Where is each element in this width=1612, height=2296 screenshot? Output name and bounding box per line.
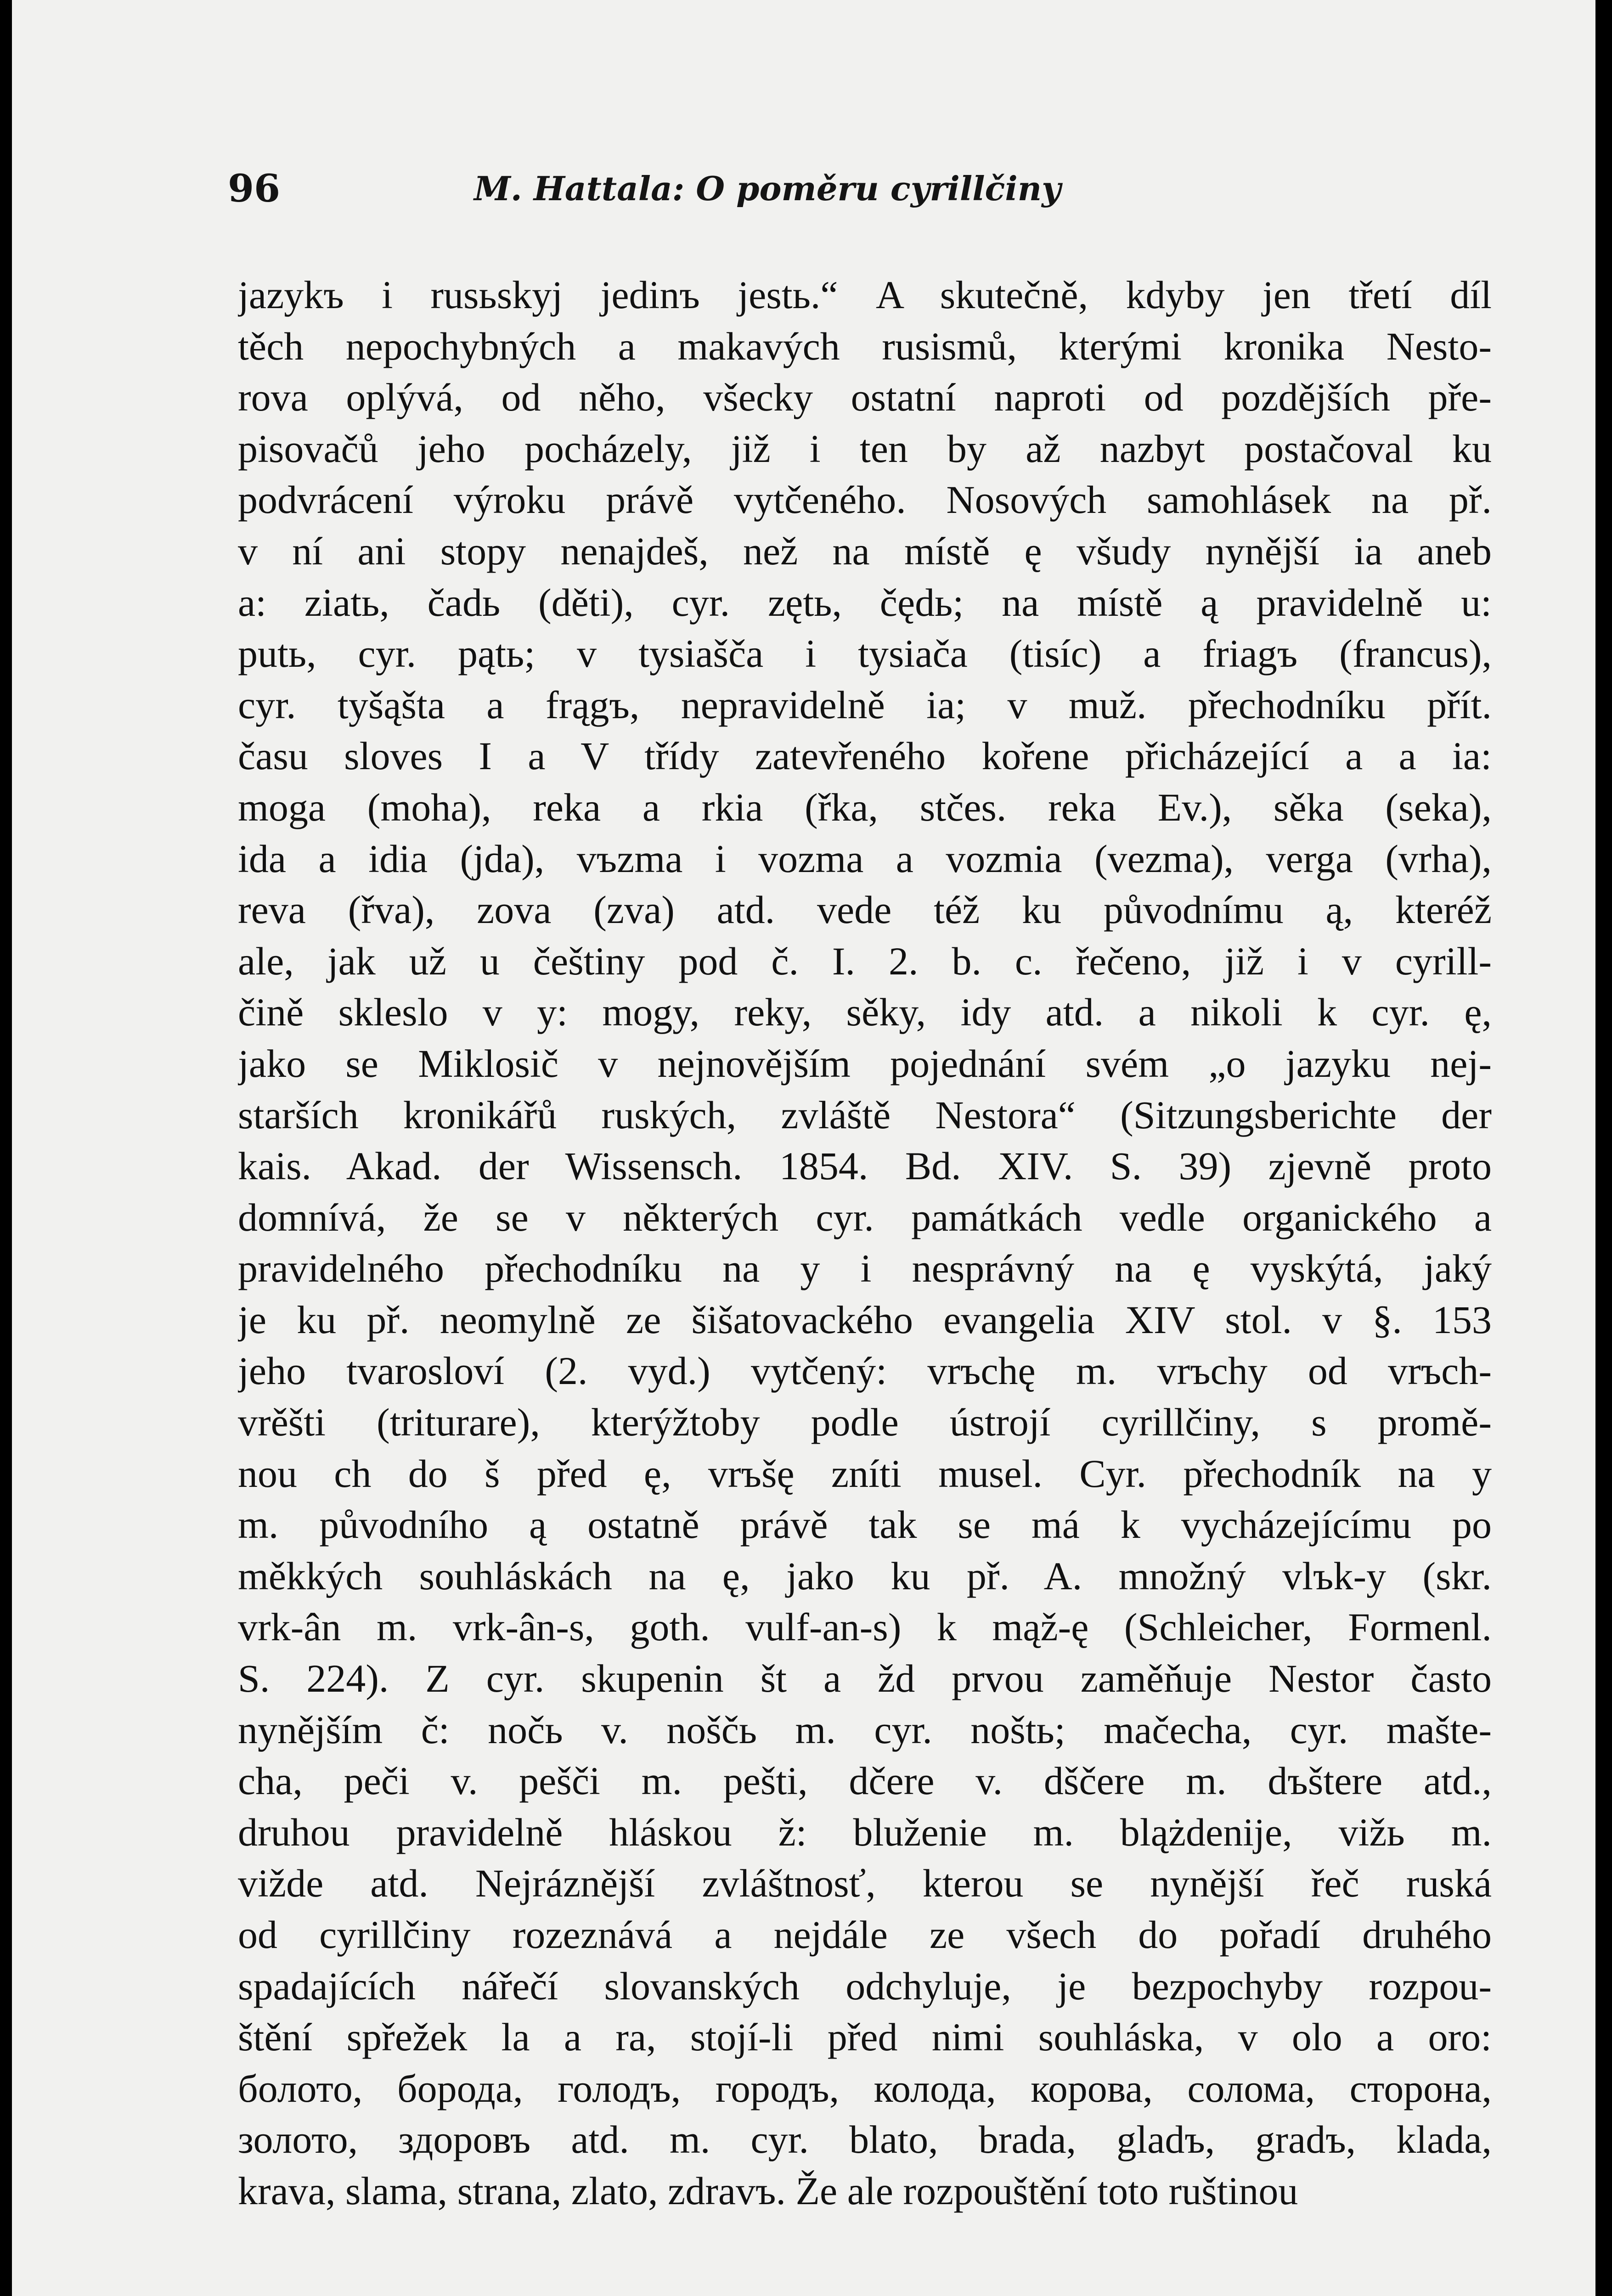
text-line: pisovačů jeho pocházely, již i ten by až nazbyt postačoval ku [238,426,1492,471]
text-line: pravidelného přechodníku na y i nesprávný na ę vyskýtá, jaký [238,1246,1492,1291]
text-line: putь, cyr. pątь; v tysiašča i tysiača (tisíc) a friagъ (francus), [238,631,1492,676]
body-text [238,270,1492,2217]
page-number: 96 [228,167,281,211]
text-line: podvrácení výroku právě vytčeného. Nosových samohlásek na př. [238,478,1492,522]
text-line: jako se Miklosič v nejnovějším pojednání svém „o jazyku nej- [238,1041,1492,1086]
text-line: rova oplývá, od něho, všecky ostatní naproti od pozdějších pře- [238,375,1492,420]
text-line: je ku př. neomylně ze šišatovackého evangelia XIV stol. v §. 153 [238,1297,1492,1342]
text-line: reva (řva), zova (zva) atd. vede též ku původnímu ą, kteréž [238,888,1492,932]
page-header [228,163,1169,214]
text-line: od cyrillčiny rozeznává a nejdále ze všech do pořadí druhého [238,1913,1492,1957]
text-line: moga (moha), reka a rkia (řka, stčes. reka Ev.), sěka (seka), [238,785,1492,829]
text-line: nynějším č: nočь v. noščь m. cyr. noštь; mačecha, cyr. mašte- [238,1707,1492,1752]
text-line: vrěšti (triturare), kterýžtoby podle ústrojí cyrillčiny, s promě- [238,1400,1492,1445]
text-line: m. původního ą ostatně právě tak se má k vycházejícímu po [238,1503,1492,1547]
text-line: nou ch do š před ę, vrъšę zníti musel. Cyr. přechodník na y [238,1451,1492,1496]
text-line: cha, peči v. pešči m. pešti, dčere v. dščere m. dъštere atd., [238,1759,1492,1803]
text-line: měkkých souhláskách na ę, jako ku př. A. množný vlъk-y (skr. [238,1553,1492,1598]
text-line: золото, здоровъ atd. m. cyr. blato, brada, gladъ, gradъ, klada, [238,2117,1492,2162]
text-line: v ní ani stopy nenajdeš, než na místě ę všudy nynější ia aneb [238,529,1492,573]
text-line: druhou pravidelně hláskou ž: bluženie m. blążdenije, vižь m. [238,1810,1492,1854]
text-line: jeho tvarosloví (2. vyd.) vytčený: vrъchę m. vrъchy od vrъch- [238,1349,1492,1393]
book-page [12,0,1595,2296]
text-line: jazykъ i rusьskyj jedinъ jestь.“ A skutečně, kdyby jen třetí díl [238,273,1492,317]
text-line: spadajících nářečí slovanských odchyluje, je bezpochyby rozpou- [238,1964,1492,2008]
text-line: болото, борода, голодъ, городъ, колода, корова, солома, сторона, [238,2066,1492,2110]
text-line: a: ziatь, čadь (děti), cyr. zętь, čędь; na místě ą pravidelně u: [238,580,1492,625]
text-line: krava, slama, strana, zlato, zdravъ. Že ale rozpouštění toto ruštinou [238,2168,1298,2213]
text-line: ida a idia (jda), vъzma i vozma a vozmia (vezma), verga (vrha), [238,836,1492,881]
text-line: S. 224). Z cyr. skupenin št a žd prvou zaměňuje Nestor často [238,1656,1492,1701]
running-head: M. Hattala: O poměru cyrillčiny [474,169,1061,208]
text-line: vižde atd. Nejráznější zvláštnosť, kterou se nynější řeč ruská [238,1861,1492,1906]
text-line: čině skleslo v y: mogy, reky, sěky, idy atd. a nikoli k cyr. ę, [238,990,1492,1035]
text-line: těch nepochybných a makavých rusismů, kterými kronika Nesto- [238,324,1492,368]
text-line: kais. Akad. der Wissensch. 1854. Bd. XIV. S. 39) zjevně proto [238,1144,1492,1188]
text-line: cyr. tyšąšta a frągъ, nepravidelně ia; v muž. přechodníku přít. [238,682,1492,727]
text-line: času sloves I a V třídy zatevřeného kořene přicházející a a ia: [238,734,1492,778]
text-line: štění spřežek la a ra, stojí-li před nimi souhláska, v olo a oro: [238,2015,1492,2060]
text-line: starších kronikářů ruských, zvláště Nestora“ (Sitzungsberichte der [238,1092,1492,1137]
text-line: domnívá, že se v některých cyr. památkách vedle organického a [238,1195,1492,1239]
text-line: vrk-ân m. vrk-ân-s, goth. vulf-an-s) k mąž-ę (Schleicher, Formenl. [238,1605,1492,1649]
text-line: ale, jak už u češtiny pod č. I. 2. b. c. řečeno, již i v cyrill- [238,939,1492,983]
